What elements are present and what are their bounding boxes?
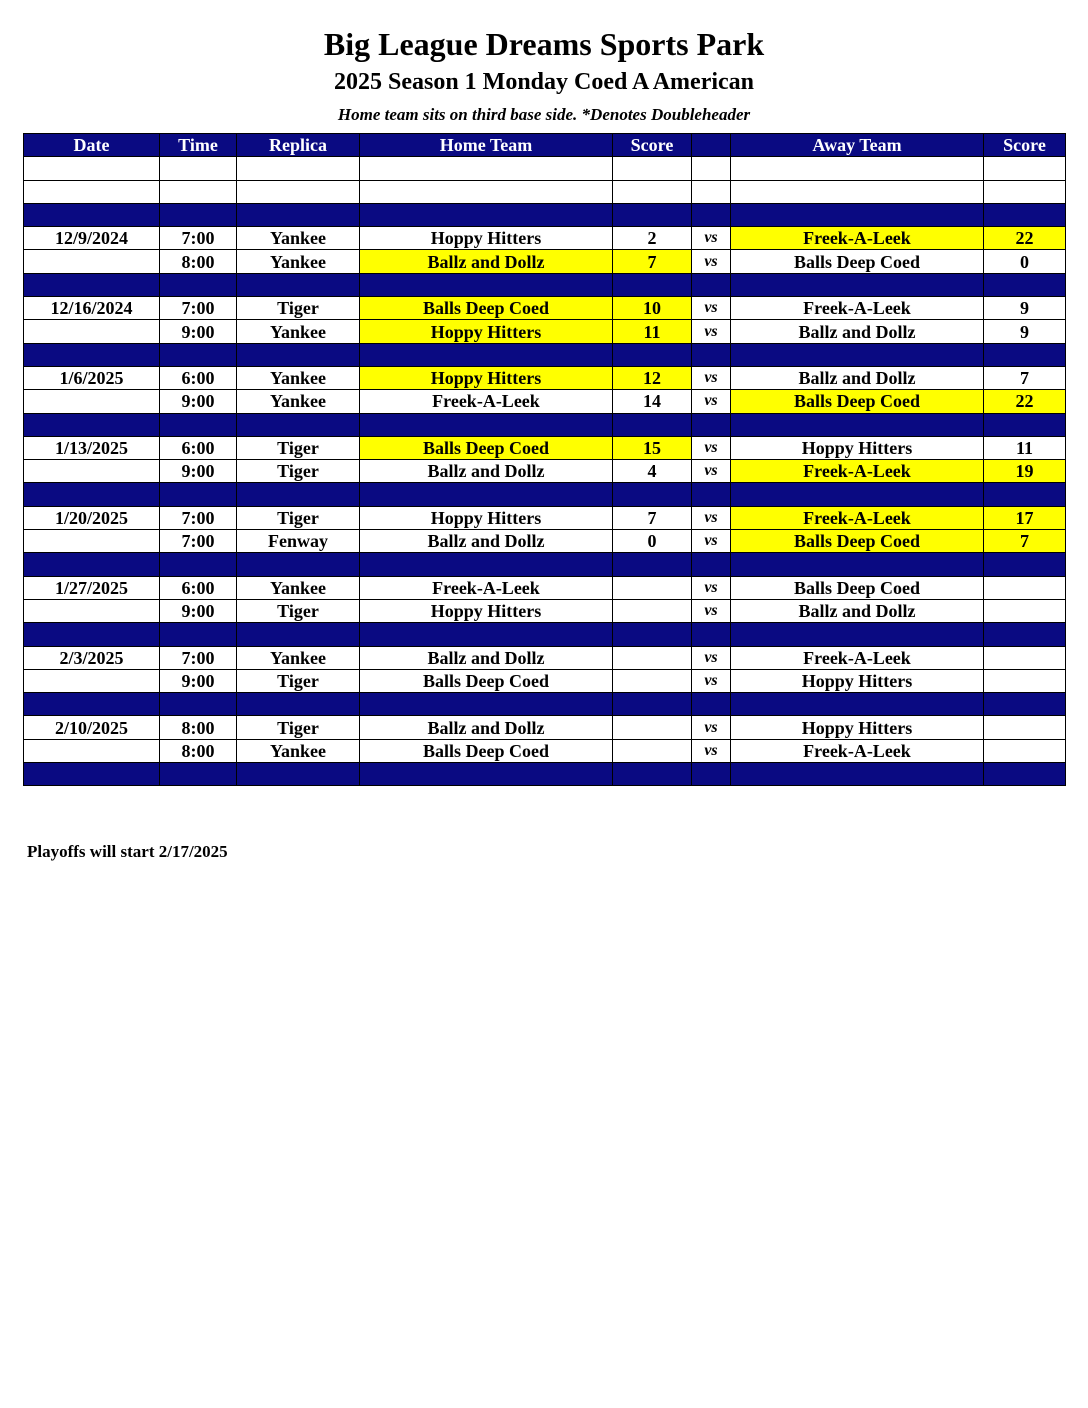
home-team-cell: Balls Deep Coed: [360, 297, 613, 320]
separator-row: [24, 553, 1066, 576]
replica-cell: Yankee: [237, 227, 360, 250]
home-score-cell: 0: [613, 530, 692, 553]
empty-cell: [237, 203, 360, 226]
empty-cell: [731, 483, 984, 506]
game-row: [24, 297, 1066, 320]
time-cell: 9:00: [160, 320, 237, 343]
empty-cell: [731, 203, 984, 226]
empty-cell: [692, 413, 731, 436]
date-cell: 1/20/2025: [24, 506, 160, 529]
vs-cell: vs: [692, 250, 731, 273]
home-score-cell: [613, 716, 692, 739]
away-score-cell: [984, 599, 1066, 622]
empty-cell: [24, 203, 160, 226]
empty-cell: [24, 483, 160, 506]
time-cell: 8:00: [160, 250, 237, 273]
col-header-date: Date: [24, 134, 160, 157]
away-score-cell: 17: [984, 506, 1066, 529]
date-cell: [24, 460, 160, 483]
empty-cell: [160, 180, 237, 203]
away-score-cell: [984, 739, 1066, 762]
empty-cell: [692, 203, 731, 226]
empty-cell: [731, 343, 984, 366]
empty-cell: [360, 343, 613, 366]
empty-cell: [984, 203, 1066, 226]
empty-cell: [984, 157, 1066, 180]
separator-row: [24, 693, 1066, 716]
home-team-cell: Ballz and Dollz: [360, 716, 613, 739]
col-header-home-team: Home Team: [360, 134, 613, 157]
separator-row: [24, 483, 1066, 506]
vs-cell: vs: [692, 530, 731, 553]
date-cell: [24, 739, 160, 762]
time-cell: 9:00: [160, 390, 237, 413]
away-score-cell: 19: [984, 460, 1066, 483]
home-score-cell: [613, 739, 692, 762]
empty-cell: [24, 693, 160, 716]
game-row: [24, 646, 1066, 669]
away-team-cell: Balls Deep Coed: [731, 390, 984, 413]
empty-cell: [360, 157, 613, 180]
date-cell: 2/3/2025: [24, 646, 160, 669]
home-team-cell: Ballz and Dollz: [360, 646, 613, 669]
replica-cell: Tiger: [237, 297, 360, 320]
replica-cell: Yankee: [237, 250, 360, 273]
empty-cell: [692, 180, 731, 203]
empty-cell: [692, 157, 731, 180]
game-row: [24, 460, 1066, 483]
game-row: [24, 716, 1066, 739]
empty-cell: [360, 483, 613, 506]
empty-cell: [24, 553, 160, 576]
empty-cell: [24, 413, 160, 436]
col-header-away-score: Score: [984, 134, 1066, 157]
time-cell: 9:00: [160, 460, 237, 483]
col-header-time: Time: [160, 134, 237, 157]
empty-cell: [984, 763, 1066, 786]
home-team-note: Home team sits on third base side. *Denotes Doubleheader: [337, 105, 751, 124]
blank-row: [24, 157, 1066, 180]
away-score-cell: 0: [984, 250, 1066, 273]
col-header-home-score: Score: [613, 134, 692, 157]
time-cell: 9:00: [160, 599, 237, 622]
date-cell: [24, 250, 160, 273]
away-score-cell: 22: [984, 227, 1066, 250]
away-team-cell: Hoppy Hitters: [731, 716, 984, 739]
away-team-cell: Ballz and Dollz: [731, 366, 984, 389]
away-team-cell: Freek-A-Leek: [731, 506, 984, 529]
time-cell: 8:00: [160, 739, 237, 762]
time-cell: 6:00: [160, 436, 237, 459]
empty-cell: [360, 623, 613, 646]
replica-cell: Tiger: [237, 669, 360, 692]
empty-cell: [160, 623, 237, 646]
page-title: Big League Dreams Sports Park: [323, 26, 765, 62]
replica-cell: Yankee: [237, 739, 360, 762]
home-team-cell: Freek-A-Leek: [360, 390, 613, 413]
empty-cell: [984, 343, 1066, 366]
empty-cell: [237, 413, 360, 436]
empty-cell: [360, 203, 613, 226]
empty-cell: [692, 693, 731, 716]
empty-cell: [692, 553, 731, 576]
empty-cell: [731, 180, 984, 203]
home-score-cell: 7: [613, 506, 692, 529]
empty-cell: [160, 763, 237, 786]
empty-cell: [237, 343, 360, 366]
time-cell: 8:00: [160, 716, 237, 739]
game-row: [24, 530, 1066, 553]
away-score-cell: [984, 716, 1066, 739]
empty-cell: [360, 553, 613, 576]
home-score-cell: 14: [613, 390, 692, 413]
replica-cell: Fenway: [237, 530, 360, 553]
vs-cell: vs: [692, 739, 731, 762]
empty-cell: [984, 623, 1066, 646]
empty-cell: [24, 343, 160, 366]
vs-cell: vs: [692, 506, 731, 529]
home-team-cell: Hoppy Hitters: [360, 506, 613, 529]
away-score-cell: 9: [984, 320, 1066, 343]
replica-cell: Tiger: [237, 599, 360, 622]
empty-cell: [692, 623, 731, 646]
col-header-away-team: Away Team: [731, 134, 984, 157]
game-row: [24, 366, 1066, 389]
empty-cell: [24, 273, 160, 296]
empty-cell: [692, 483, 731, 506]
empty-cell: [731, 623, 984, 646]
away-team-cell: Freek-A-Leek: [731, 460, 984, 483]
date-cell: 12/16/2024: [24, 297, 160, 320]
date-cell: 1/13/2025: [24, 436, 160, 459]
time-cell: 7:00: [160, 297, 237, 320]
empty-cell: [160, 273, 237, 296]
empty-cell: [984, 273, 1066, 296]
separator-row: [24, 413, 1066, 436]
away-team-cell: Freek-A-Leek: [731, 297, 984, 320]
empty-cell: [237, 693, 360, 716]
home-team-cell: Hoppy Hitters: [360, 599, 613, 622]
col-header-vs: [692, 134, 731, 157]
playoffs-note: Playoffs will start 2/17/2025: [27, 842, 228, 861]
home-team-cell: Balls Deep Coed: [360, 669, 613, 692]
empty-cell: [692, 273, 731, 296]
empty-cell: [160, 157, 237, 180]
empty-cell: [237, 273, 360, 296]
empty-cell: [360, 413, 613, 436]
away-score-cell: 9: [984, 297, 1066, 320]
empty-cell: [731, 413, 984, 436]
home-score-cell: 11: [613, 320, 692, 343]
empty-cell: [613, 180, 692, 203]
home-team-cell: Balls Deep Coed: [360, 436, 613, 459]
vs-cell: vs: [692, 390, 731, 413]
home-score-cell: [613, 599, 692, 622]
time-cell: 9:00: [160, 669, 237, 692]
home-score-cell: [613, 646, 692, 669]
empty-cell: [613, 157, 692, 180]
empty-cell: [613, 553, 692, 576]
game-row: [24, 739, 1066, 762]
home-team-cell: Hoppy Hitters: [360, 320, 613, 343]
replica-cell: Tiger: [237, 460, 360, 483]
empty-cell: [160, 693, 237, 716]
empty-cell: [160, 553, 237, 576]
home-score-cell: [613, 669, 692, 692]
empty-cell: [24, 623, 160, 646]
empty-cell: [613, 273, 692, 296]
away-score-cell: 7: [984, 530, 1066, 553]
vs-cell: vs: [692, 460, 731, 483]
date-cell: 1/6/2025: [24, 366, 160, 389]
away-team-cell: Ballz and Dollz: [731, 320, 984, 343]
vs-cell: vs: [692, 227, 731, 250]
empty-cell: [24, 157, 160, 180]
away-team-cell: Balls Deep Coed: [731, 530, 984, 553]
away-score-cell: 7: [984, 366, 1066, 389]
time-cell: 6:00: [160, 366, 237, 389]
vs-cell: vs: [692, 297, 731, 320]
game-row: [24, 506, 1066, 529]
season-subtitle: 2025 Season 1 Monday Coed A American: [333, 69, 755, 95]
away-team-cell: Hoppy Hitters: [731, 669, 984, 692]
empty-cell: [613, 483, 692, 506]
home-score-cell: 10: [613, 297, 692, 320]
empty-cell: [984, 413, 1066, 436]
empty-cell: [24, 763, 160, 786]
empty-cell: [731, 273, 984, 296]
empty-cell: [984, 180, 1066, 203]
replica-cell: Yankee: [237, 576, 360, 599]
home-team-cell: Balls Deep Coed: [360, 739, 613, 762]
replica-cell: Tiger: [237, 506, 360, 529]
time-cell: 7:00: [160, 506, 237, 529]
time-cell: 7:00: [160, 227, 237, 250]
date-cell: 2/10/2025: [24, 716, 160, 739]
empty-cell: [692, 763, 731, 786]
home-team-cell: Ballz and Dollz: [360, 530, 613, 553]
vs-cell: vs: [692, 436, 731, 459]
date-cell: [24, 599, 160, 622]
empty-cell: [360, 693, 613, 716]
empty-cell: [237, 157, 360, 180]
blank-row: [24, 180, 1066, 203]
date-cell: [24, 390, 160, 413]
empty-cell: [692, 343, 731, 366]
date-cell: [24, 320, 160, 343]
empty-cell: [613, 413, 692, 436]
empty-cell: [237, 180, 360, 203]
away-team-cell: Freek-A-Leek: [731, 646, 984, 669]
home-score-cell: 4: [613, 460, 692, 483]
empty-cell: [613, 623, 692, 646]
schedule-body: [24, 157, 1066, 786]
empty-cell: [160, 483, 237, 506]
game-row: [24, 436, 1066, 459]
home-score-cell: 12: [613, 366, 692, 389]
date-cell: 1/27/2025: [24, 576, 160, 599]
time-cell: 7:00: [160, 646, 237, 669]
game-row: [24, 227, 1066, 250]
empty-cell: [984, 693, 1066, 716]
empty-cell: [731, 763, 984, 786]
replica-cell: Yankee: [237, 320, 360, 343]
game-row: [24, 320, 1066, 343]
vs-cell: vs: [692, 366, 731, 389]
empty-cell: [613, 343, 692, 366]
game-row: [24, 599, 1066, 622]
empty-cell: [237, 483, 360, 506]
game-row: [24, 669, 1066, 692]
vs-cell: vs: [692, 716, 731, 739]
replica-cell: Tiger: [237, 716, 360, 739]
replica-cell: Yankee: [237, 366, 360, 389]
schedule-table: [23, 133, 1066, 786]
header-row: [24, 134, 1066, 157]
game-row: [24, 250, 1066, 273]
away-team-cell: Balls Deep Coed: [731, 250, 984, 273]
separator-row: [24, 763, 1066, 786]
empty-cell: [160, 343, 237, 366]
home-score-cell: [613, 576, 692, 599]
away-team-cell: Balls Deep Coed: [731, 576, 984, 599]
empty-cell: [237, 763, 360, 786]
time-cell: 7:00: [160, 530, 237, 553]
empty-cell: [360, 273, 613, 296]
home-team-cell: Freek-A-Leek: [360, 576, 613, 599]
empty-cell: [613, 203, 692, 226]
empty-cell: [237, 623, 360, 646]
empty-cell: [24, 180, 160, 203]
away-score-cell: 11: [984, 436, 1066, 459]
empty-cell: [731, 157, 984, 180]
empty-cell: [731, 693, 984, 716]
vs-cell: vs: [692, 599, 731, 622]
home-team-cell: Ballz and Dollz: [360, 460, 613, 483]
empty-cell: [731, 553, 984, 576]
time-cell: 6:00: [160, 576, 237, 599]
vs-cell: vs: [692, 576, 731, 599]
game-row: [24, 576, 1066, 599]
empty-cell: [160, 203, 237, 226]
away-team-cell: Freek-A-Leek: [731, 739, 984, 762]
home-score-cell: 15: [613, 436, 692, 459]
game-row: [24, 390, 1066, 413]
empty-cell: [613, 693, 692, 716]
home-score-cell: 7: [613, 250, 692, 273]
away-score-cell: [984, 646, 1066, 669]
empty-cell: [613, 763, 692, 786]
separator-row: [24, 623, 1066, 646]
away-score-cell: 22: [984, 390, 1066, 413]
replica-cell: Yankee: [237, 390, 360, 413]
date-cell: [24, 530, 160, 553]
home-team-cell: Hoppy Hitters: [360, 366, 613, 389]
empty-cell: [360, 180, 613, 203]
empty-cell: [160, 413, 237, 436]
separator-row: [24, 343, 1066, 366]
col-header-replica: Replica: [237, 134, 360, 157]
empty-cell: [984, 483, 1066, 506]
vs-cell: vs: [692, 320, 731, 343]
empty-cell: [360, 763, 613, 786]
away-team-cell: Freek-A-Leek: [731, 227, 984, 250]
replica-cell: Yankee: [237, 646, 360, 669]
date-cell: 12/9/2024: [24, 227, 160, 250]
vs-cell: vs: [692, 669, 731, 692]
away-score-cell: [984, 669, 1066, 692]
home-team-cell: Ballz and Dollz: [360, 250, 613, 273]
vs-cell: vs: [692, 646, 731, 669]
empty-cell: [984, 553, 1066, 576]
away-team-cell: Hoppy Hitters: [731, 436, 984, 459]
separator-row: [24, 273, 1066, 296]
separator-row: [24, 203, 1066, 226]
home-score-cell: 2: [613, 227, 692, 250]
away-score-cell: [984, 576, 1066, 599]
date-cell: [24, 669, 160, 692]
empty-cell: [237, 553, 360, 576]
replica-cell: Tiger: [237, 436, 360, 459]
home-team-cell: Hoppy Hitters: [360, 227, 613, 250]
away-team-cell: Ballz and Dollz: [731, 599, 984, 622]
